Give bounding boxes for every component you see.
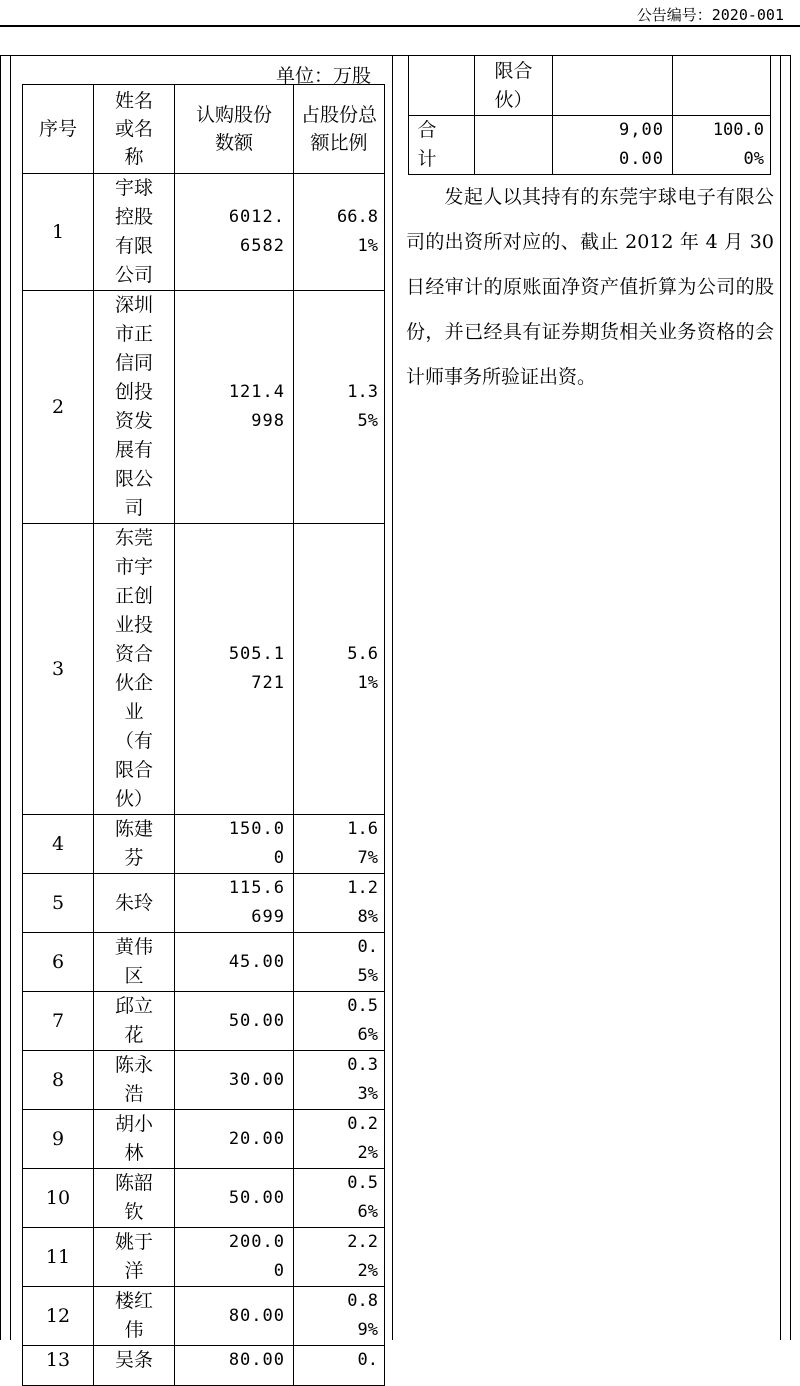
row-shares-text: 505.1721 xyxy=(228,644,285,693)
row-shares-text: 115.6699 xyxy=(228,878,285,927)
total-name xyxy=(475,116,553,175)
row-shares xyxy=(175,874,294,933)
row-name xyxy=(94,1346,175,1386)
total-ratio-text: 100.00% xyxy=(712,120,764,169)
row-name-text: 东莞市宇正创业投资合伙企业（有限合伙） xyxy=(114,527,153,810)
frame-right-border-inner xyxy=(780,55,781,1340)
row-shares xyxy=(175,1346,294,1386)
frame-column-divider xyxy=(392,55,393,1340)
table-row xyxy=(23,1169,385,1228)
frame-left-border-outer xyxy=(0,55,1,1340)
row-name-text: 深圳市正信同创投资发展有限公司 xyxy=(114,294,153,519)
row-index: 4 xyxy=(23,815,94,874)
row-name-text: 陈建芬 xyxy=(114,818,153,869)
row-index: 13 xyxy=(23,1346,94,1386)
row-name xyxy=(94,874,175,933)
row-name xyxy=(94,1051,175,1110)
row-name xyxy=(94,1110,175,1169)
frame-left-border-inner xyxy=(10,55,11,1340)
row-shares xyxy=(175,1228,294,1287)
header-name xyxy=(94,85,175,174)
row-name-text: 吴条 xyxy=(114,1349,153,1371)
header-ratio-text: 占股份总额比例 xyxy=(301,104,378,154)
row-name xyxy=(94,524,175,815)
row-ratio xyxy=(294,291,385,524)
row-shares xyxy=(175,992,294,1051)
row-name-text: 朱玲 xyxy=(114,891,153,914)
table-row xyxy=(23,933,385,992)
row-shares xyxy=(175,1287,294,1346)
cont-index xyxy=(409,56,475,116)
row-name-text: 陈永浩 xyxy=(114,1054,153,1105)
total-ratio xyxy=(673,116,771,175)
frame-right-border-outer xyxy=(790,55,791,1340)
row-shares-text: 80.00 xyxy=(228,1350,285,1370)
row-index: 1 xyxy=(23,174,94,291)
row-name xyxy=(94,992,175,1051)
row-shares xyxy=(175,291,294,524)
row-index: 5 xyxy=(23,874,94,933)
row-index: 11 xyxy=(23,1228,94,1287)
row-name xyxy=(94,933,175,992)
row-shares xyxy=(175,524,294,815)
total-label xyxy=(409,116,475,175)
cont-name-text: 限合伙） xyxy=(494,59,533,111)
total-row xyxy=(409,116,771,175)
row-index: 12 xyxy=(23,1287,94,1346)
row-shares-text: 20.00 xyxy=(228,1128,285,1149)
row-ratio-text: 0. xyxy=(357,1350,378,1370)
table-row xyxy=(23,1051,385,1110)
row-name-text: 胡小林 xyxy=(114,1113,153,1164)
row-shares-text: 30.00 xyxy=(228,1069,285,1090)
total-shares-text: 9,000.00 xyxy=(619,120,664,169)
table-row xyxy=(23,1228,385,1287)
row-ratio xyxy=(294,874,385,933)
header-index: 序号 xyxy=(23,85,94,174)
shareholder-table-continued xyxy=(408,55,771,175)
header-name-text: 姓名或名称 xyxy=(114,90,153,168)
table-row xyxy=(23,874,385,933)
table-row xyxy=(23,524,385,815)
shareholder-table xyxy=(22,84,385,1386)
row-index: 6 xyxy=(23,933,94,992)
table-row xyxy=(23,1346,385,1386)
row-name xyxy=(94,291,175,524)
row-index: 8 xyxy=(23,1051,94,1110)
row-index: 3 xyxy=(23,524,94,815)
row-ratio xyxy=(294,1051,385,1110)
row-ratio xyxy=(294,815,385,874)
row-ratio xyxy=(294,992,385,1051)
table-row xyxy=(23,992,385,1051)
row-ratio-text: 2.22% xyxy=(347,1232,378,1281)
row-shares-text: 80.00 xyxy=(228,1305,285,1326)
row-ratio-text: 0.56% xyxy=(347,996,378,1045)
table-header-row xyxy=(23,85,385,174)
header-shares xyxy=(175,85,294,174)
row-index: 2 xyxy=(23,291,94,524)
row-shares xyxy=(175,174,294,291)
row-index: 7 xyxy=(23,992,94,1051)
cont-ratio xyxy=(673,56,771,116)
table-row xyxy=(23,1287,385,1346)
table-row xyxy=(23,174,385,291)
row-ratio xyxy=(294,524,385,815)
header-rule xyxy=(0,25,800,27)
header-shares-text: 认购股份数额 xyxy=(195,104,272,154)
row-name-text: 黄伟区 xyxy=(114,936,153,987)
cont-shares xyxy=(553,56,673,116)
row-name xyxy=(94,815,175,874)
row-ratio xyxy=(294,1110,385,1169)
row-shares-text: 6012.6582 xyxy=(228,207,285,256)
row-shares-text: 50.00 xyxy=(228,1187,285,1208)
row-ratio xyxy=(294,1287,385,1346)
table-row xyxy=(23,1110,385,1169)
row-ratio xyxy=(294,1346,385,1386)
row-name xyxy=(94,174,175,291)
row-shares-text: 150.00 xyxy=(228,819,285,868)
promoter-capital-paragraph xyxy=(406,175,774,400)
row-ratio xyxy=(294,1169,385,1228)
row-shares xyxy=(175,1169,294,1228)
row-ratio-text: 0.5% xyxy=(357,937,378,986)
row-ratio xyxy=(294,1228,385,1287)
document-number: 公告编号：2020-001 xyxy=(636,6,784,24)
row-name-text: 邱立花 xyxy=(114,995,153,1046)
header-ratio xyxy=(294,85,385,174)
row-shares xyxy=(175,933,294,992)
row-shares xyxy=(175,1051,294,1110)
row-index: 10 xyxy=(23,1169,94,1228)
table-unit-label: 单位：万股 xyxy=(276,65,372,87)
total-shares xyxy=(553,116,673,175)
row-ratio-text: 0.33% xyxy=(347,1055,378,1104)
row-ratio-text: 1.28% xyxy=(347,878,378,927)
row-shares xyxy=(175,815,294,874)
row-ratio-text: 1.35% xyxy=(347,382,378,431)
paragraph-text: 发起人以其持有的东莞宇球电子有限公司的出资所对应的、截止 2012 年 4 月 30 日经审计的原账面净资产值折算为公司的股份，并已经具有证券期货相关业务资格的会计师事务所验证出资。 xyxy=(406,186,774,388)
row-ratio-text: 66.81% xyxy=(337,207,378,256)
row-ratio xyxy=(294,933,385,992)
row-shares-text: 200.00 xyxy=(228,1232,285,1281)
row-ratio-text: 0.22% xyxy=(347,1114,378,1163)
row-name xyxy=(94,1169,175,1228)
row-name-text: 陈韶钦 xyxy=(114,1172,153,1223)
row-name xyxy=(94,1228,175,1287)
row-ratio xyxy=(294,174,385,291)
row-name-text: 楼红伟 xyxy=(114,1290,153,1341)
row-ratio-text: 0.56% xyxy=(347,1173,378,1222)
row-ratio-text: 1.67% xyxy=(347,819,378,868)
table-row-continued xyxy=(409,56,771,116)
row-ratio-text: 0.89% xyxy=(347,1291,378,1340)
row-name-text: 宇球控股有限公司 xyxy=(114,177,153,286)
table-row xyxy=(23,291,385,524)
row-ratio-text: 5.61% xyxy=(347,644,378,693)
row-index: 9 xyxy=(23,1110,94,1169)
row-name xyxy=(94,1287,175,1346)
row-shares xyxy=(175,1110,294,1169)
total-label-text: 合计 xyxy=(417,119,437,170)
row-name-text: 姚于洋 xyxy=(114,1231,153,1282)
cont-name xyxy=(475,56,553,116)
row-shares-text: 50.00 xyxy=(228,1010,285,1031)
row-shares-text: 121.4998 xyxy=(228,382,285,431)
row-shares-text: 45.00 xyxy=(228,951,285,972)
table-row xyxy=(23,815,385,874)
